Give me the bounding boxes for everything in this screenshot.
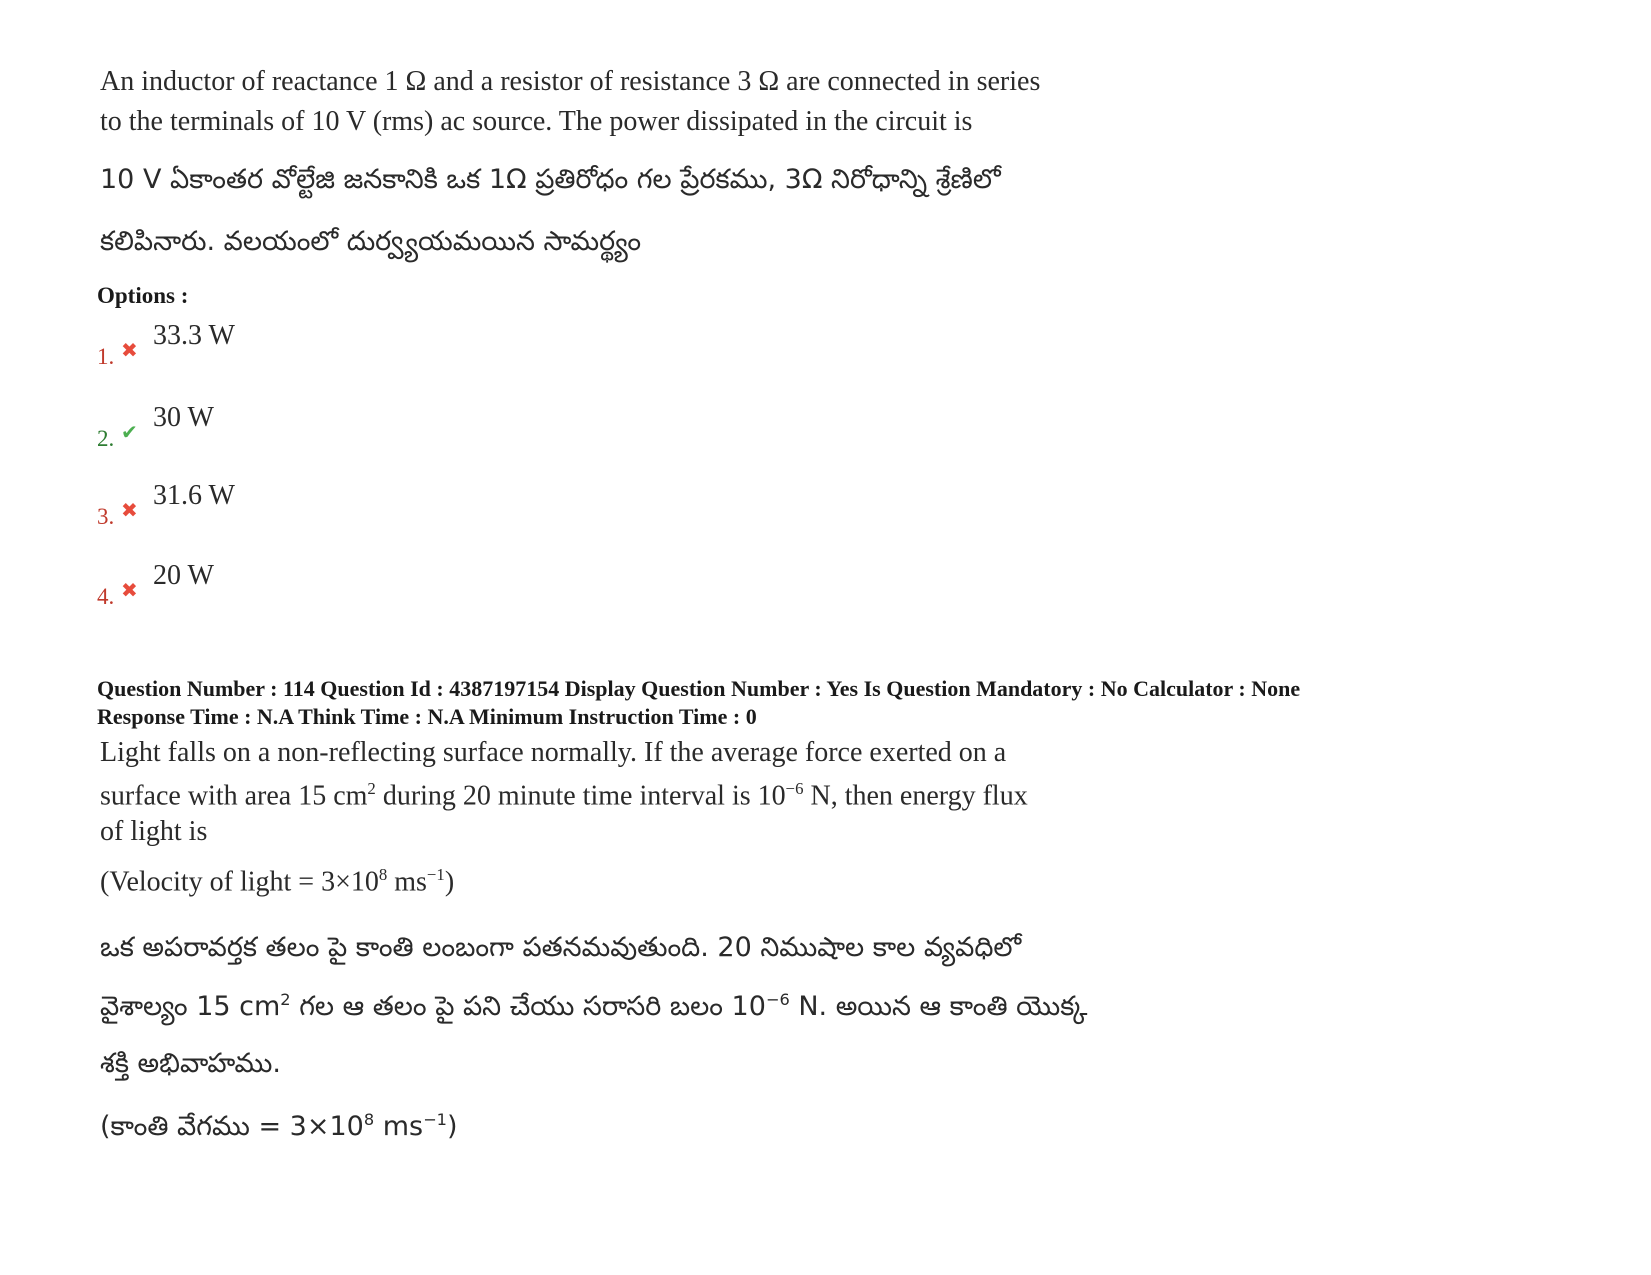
- q113-english-line: An inductor of reactance 1 Ω and a resistor of resistance 3 Ω are connected in series: [100, 66, 1041, 97]
- option-text: 31.6 W: [153, 480, 235, 511]
- telugu-velocity-note: (కాంతి వేగము = $3\times 10^8$ $ms^{-1}$): [100, 1110, 458, 1142]
- q114-english-line: of light is: [100, 816, 208, 848]
- q114-telugu-line: వైశాల్యం 15 $cm^2$ గల ఆ తలం పై పని చేయు సరాసరి బలం $10^{-6}$ N. అయిన ఆ కాంతి యొక్క: [100, 990, 1088, 1022]
- question-metadata: [97, 675, 1300, 731]
- q114-english-line: surface with area 15 $cm^2$ during 20 minute time interval is $10^{-6}$ N, then energy flux: [100, 779, 1028, 812]
- option-4: [97, 560, 214, 610]
- metadata-line: Question Number : 114 Question Id : 4387197154 Display Question Number : Yes Is Question Mandatory : No Calculator : None: [97, 676, 1301, 701]
- q114-english-text: [100, 735, 1028, 850]
- q113-english-line: to the terminals of 10 V (rms) ac source. The power dissipated in the circuit is: [100, 106, 973, 137]
- q114-english-line: Light falls on a non-reflecting surface normally. If the average force exerted on a: [100, 737, 1007, 768]
- metadata-line: Response Time : N.A Think Time : N.A Minimum Instruction Time : 0: [97, 704, 757, 729]
- q114-telugu-line: ఒక అపరావర్తక తలం పై కాంతి లంబంగా పతనమవుతుంది. 20 నిముషాల కాల వ్యవధిలో: [100, 932, 1022, 963]
- check-icon: ✔: [121, 420, 138, 444]
- option-text: 20 W: [153, 560, 214, 591]
- q113-telugu-line: కలిపినారు. వలయంలో దుర్వ్యయమయిన సామర్థ్యం: [100, 226, 642, 257]
- option-1: [97, 320, 235, 370]
- q113-telugu-line: 10 V ఏకాంతర వోల్టేజి జనకానికి ఒక 1Ω ప్రతిరోధం గల ప్రేరకము, 3Ω నిరోధాన్ని శ్రేణిలో: [100, 164, 1001, 195]
- option-number: 3.: [97, 504, 115, 529]
- option-text: 30 W: [153, 402, 214, 433]
- q114-telugu-line: శక్తి అభివాహము.: [100, 1048, 281, 1079]
- option-3: [97, 480, 235, 530]
- cross-icon: ✖: [121, 578, 138, 602]
- option-2: [97, 402, 214, 452]
- option-number: 4.: [97, 584, 115, 609]
- option-text: 33.3 W: [153, 320, 235, 351]
- option-number: 1.: [97, 344, 115, 369]
- cross-icon: ✖: [121, 338, 138, 362]
- options-heading: Options :: [97, 283, 189, 308]
- q113-english-text: [100, 62, 1040, 142]
- velocity-note: (Velocity of light = $3\times 10^8$ $ms^{-1}$): [100, 865, 455, 898]
- option-number: 2.: [97, 426, 115, 451]
- cross-icon: ✖: [121, 498, 138, 522]
